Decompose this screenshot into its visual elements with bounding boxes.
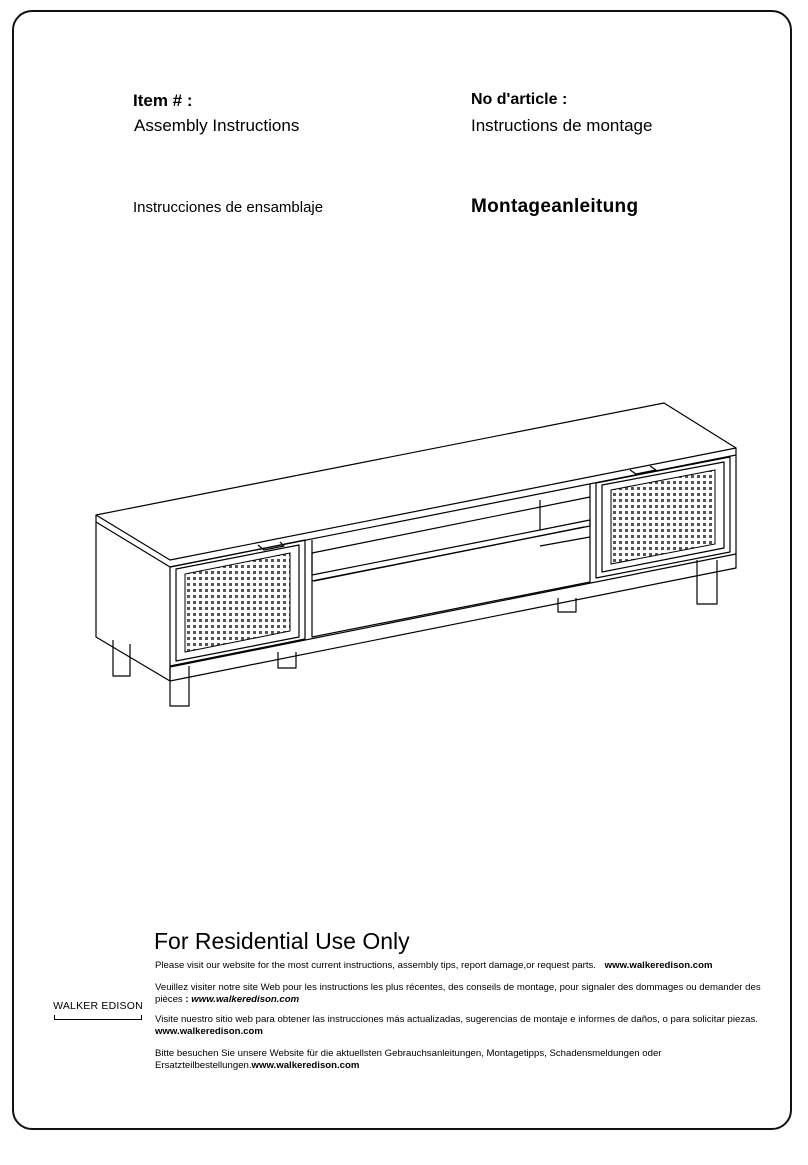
- montageanleitung-title: Montageanleitung: [471, 196, 639, 217]
- instructions-spanish: [155, 1014, 775, 1038]
- logo-text: WALKER EDISON: [53, 1000, 143, 1012]
- website-link-en[interactable]: www.walkeredison.com: [604, 960, 713, 971]
- instructions-english: [155, 960, 775, 972]
- instructions-french: [155, 982, 775, 1006]
- residential-use-heading: For Residential Use Only: [154, 928, 410, 954]
- instructions-montage-title: Instructions de montage: [471, 116, 653, 135]
- french-text: Veuillez visiter notre site Web pour les instructions les plus récentes, des conseils de montage, pour signaler des dommages ou demander des pièces: [155, 982, 761, 1005]
- instructions-german: [155, 1048, 775, 1072]
- spanish-text: Visite nuestro sitio web para obtener las instrucciones más actualizadas, sugerencias de montaje e informes de daños, o para solicitar piezas.: [155, 1014, 758, 1025]
- german-text: Bitte besuchen Sie unsere Website für die aktuellsten Gebrauchsanleitungen, Montagetipps, Schadensmeldungen oder Ersatzteilbestellungen.: [155, 1048, 662, 1071]
- instrucciones-title: Instrucciones de ensamblaje: [133, 199, 324, 216]
- assembly-instructions-title: Assembly Instructions: [134, 116, 300, 135]
- logo-underline: [54, 1015, 142, 1020]
- english-text: Please visit our website for the most current instructions, assembly tips, report damage,or request parts.: [155, 960, 596, 971]
- website-link-fr[interactable]: www.walkeredison.com: [191, 994, 300, 1005]
- item-number-label: Item # :: [133, 91, 193, 110]
- french-separator: :: [182, 994, 192, 1005]
- walker-edison-logo: [46, 1000, 150, 1022]
- article-number-label: No d'article :: [471, 91, 568, 108]
- website-link-de[interactable]: www.walkeredison.com: [251, 1060, 360, 1071]
- tv-stand-illustration: [90, 395, 750, 715]
- website-link-es[interactable]: www.walkeredison.com: [155, 1026, 263, 1037]
